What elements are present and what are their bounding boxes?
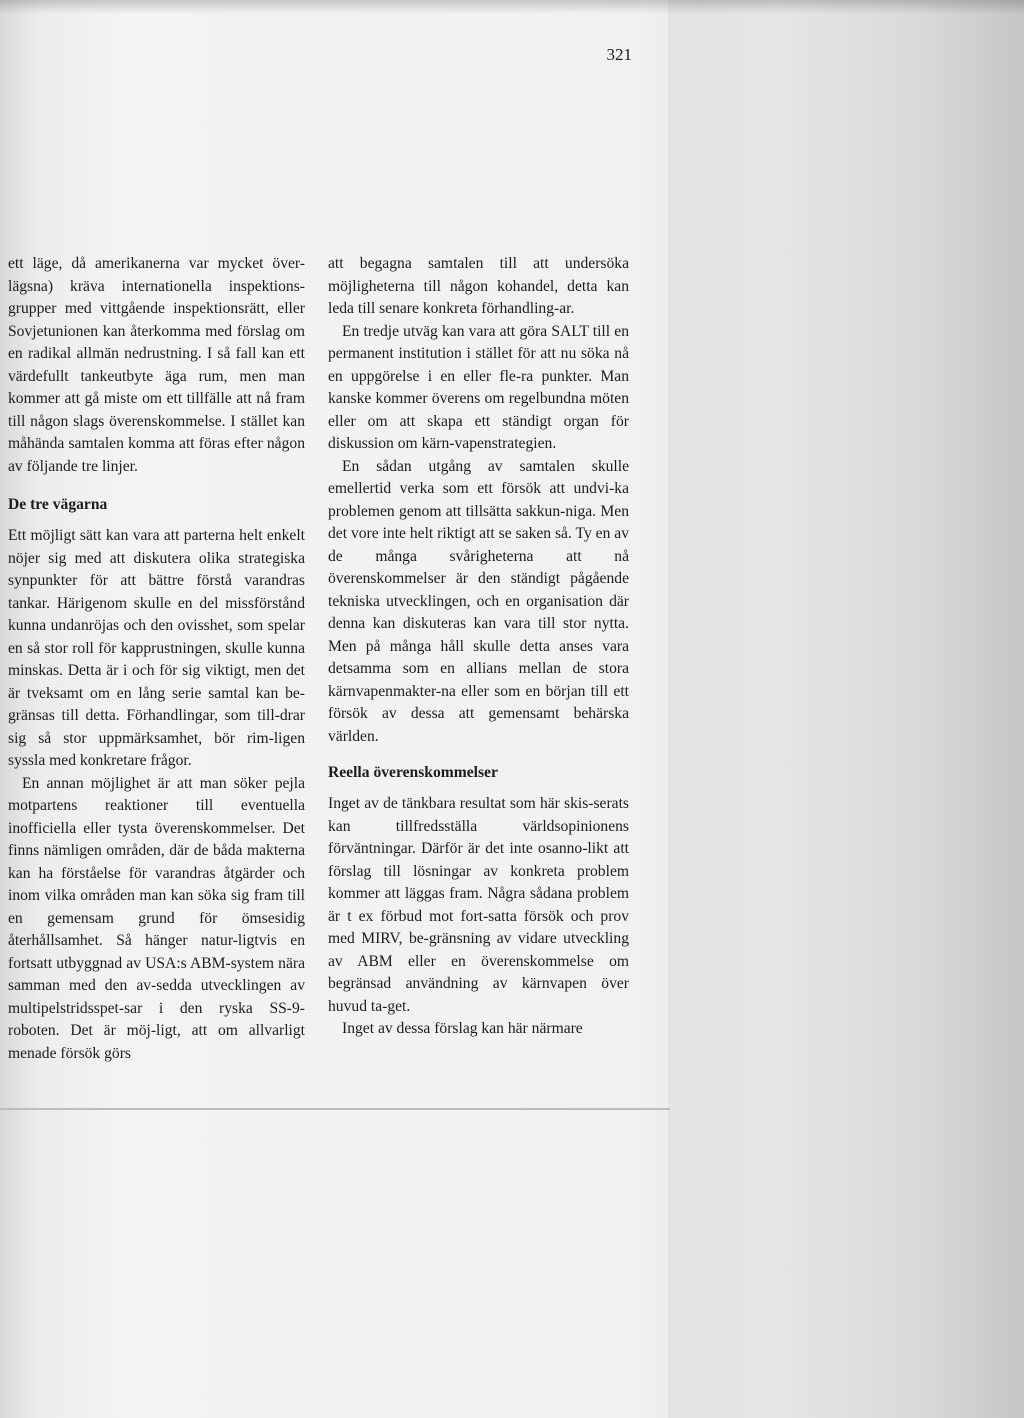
left-paragraph-2: Ett möjligt sätt kan vara att parterna helt enkelt nöjer sig med att diskutera olika strategiska synpunkter för att bättre förstå varandras tankar. Härigenom skulle en del missförstånd kunna undanröjas och den ovisshet, som spelar en så stor roll för kapprustningen, skulle kunna minskas. Detta är i och för sig viktigt, men det är tveksamt om en lång serie samtal kan be-gränsas till detta. Förhandlingar, som till-drar sig så stor uppmärksamhet, bör rim-ligen syssla med konkretare frågor. [8,527,305,769]
left-paragraph-1: ett läge, då amerikanerna var mycket över-lägsna) kräva internationella inspektions-grupper med vittgående inspektionsrätt, eller Sovjetunionen kan återkomma med förslag om en radikal allmän nedrustning. I så fall kan ett värdefullt tankeutbyte äga rum, men man kommer att gå miste om ett tillfälle att nå fram till någon slags överenskommelse. I stället kan måhända samtalen komma att föras efter någon av följande tre linjer. [8,255,305,475]
right-paragraph-1: att begagna samtalen till att undersöka möjligheterna till någon kohandel, detta kan leda till senare konkreta förhandling-ar. [328,255,629,317]
left-paragraph-3: En annan möjlighet är att man söker pejla motpartens reaktioner till eventuella inofficiella eller tysta överenskommelser. Det finns nämligen områden, där de båda makterna kan ha förståelse för varandras åtgärder och inom vilka områden man kan söka sig fram till en gemensam grund för ömsesidig återhållsamhet. Så hänger natur-ligtvis en fortsatt utbyggnad av USA:s ABM-system nära samman med den av-sedda utvecklingen av multipelstridsspet-sar i den ryska SS-9-roboten. Det är möj-ligt, att om allvarligt menade försök görs [8,774,305,1062]
left-column [8,253,305,1065]
right-paragraph-4: Inget av de tänkbara resultat som här skis-serats kan tillfredsställa världsopinionens förväntningar. Därför är det inte osanno-likt att förslag till lösningar av konkreta problem kommer att läggas fram. Några sådana problem är t ex förbud mot fort-satta försök och prov med MIRV, be-gränsning av vidare utveckling av ABM eller en överenskommelse om begränsad användning av kärnvapen över huvud ta-get. [328,795,629,1015]
right-paragraph-2: En tredje utväg kan vara att göra SALT till en permanent institution i stället för att nu söka nå en uppgörelse i en eller fle-ra punkter. Man kanske kommer överens om regelbundna möten eller om att skapa ett ständigt organ för diskussion om kärn-vapenstrategien. [328,322,629,452]
section-heading-de-tre-vagarna: De tre vägarna [8,496,108,513]
page-bottom-edge [0,1108,670,1110]
right-paragraph-3: En sådan utgång av samtalen skulle emellertid verka som ett försök att undvi-ka problemen genom att tillsätta sakkun-niga. Men det vore inte helt riktigt att se saken så. Ty en av de många svårigheterna att nå överenskommelser är den ständigt pågående tekniska utvecklingen, och en organisation där denna kan diskuteras kan vara till stor nytta. Men på många håll skulle detta anses vara detsamma som en allians mellan de stora kärnvapenmakter-na eller som en början till ett försök av dessa att gemensamt behärska världen. [328,457,629,745]
scan-right-shading [668,0,1024,1418]
section-heading-reella-overenskommelser: Reella överenskommelser [328,764,498,781]
right-column [328,253,629,1041]
right-paragraph-5: Inget av dessa förslag kan här närmare [342,1020,583,1037]
page-number: 321 [606,45,632,64]
